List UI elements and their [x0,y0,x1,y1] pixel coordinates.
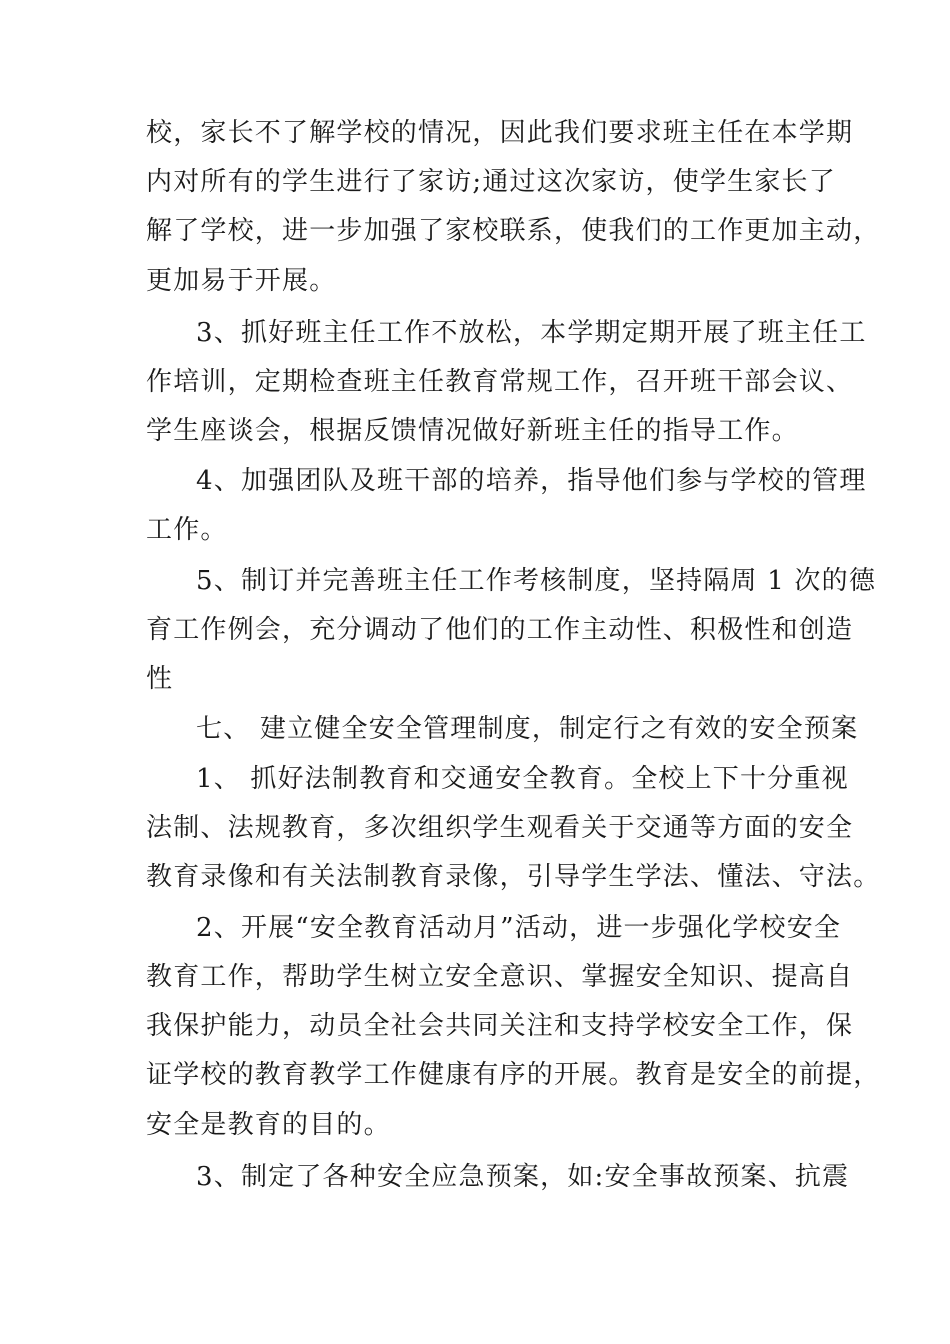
section-heading-7: 七、 建立健全安全管理制度，制定行之有效的安全预案 [196,714,859,744]
text-line: 育工作例会，充分调动了他们的工作主动性、积极性和创造 [146,615,854,645]
text-line: 工作。 [146,515,228,545]
text-line: 教育工作，帮助学生树立安全意识、掌握安全知识、提高自 [146,962,854,992]
text-line: 更加易于开展。 [146,266,337,296]
text-line: 解了学校，进一步加强了家校联系，使我们的工作更加主动， [146,216,881,246]
text-line: 证学校的教育教学工作健康有序的开展。教育是安全的前提， [146,1060,881,1090]
paragraph-5-line: 5、制订并完善班主任工作考核制度，坚持隔周 1 次的德 [196,566,877,596]
paragraph-2-line: 2、开展“安全教育活动月”活动，进一步强化学校安全 [196,913,842,943]
paragraph-1-line: 1、 抓好法制教育和交通安全教育。全校上下十分重视 [196,764,849,794]
text-line: 校，家长不了解学校的情况，因此我们要求班主任在本学期 [146,118,854,148]
text-line: 安全是教育的目的。 [146,1110,391,1140]
paragraph-3-line: 3、抓好班主任工作不放松，本学期定期开展了班主任工 [196,318,867,348]
text-line: 内对所有的学生进行了家访;通过这次家访，使学生家长了 [146,167,836,197]
text-line: 学生座谈会，根据反馈情况做好新班主任的指导工作。 [146,416,799,446]
text-line: 教育录像和有关法制教育录像，引导学生学法、懂法、守法。 [146,862,881,892]
text-line: 法制、法规教育，多次组织学生观看关于交通等方面的安全 [146,813,854,843]
text-line: 作培训，定期检查班主任教育常规工作，召开班干部会议、 [146,367,854,397]
text-line: 我保护能力，动员全社会共同关注和支持学校安全工作，保 [146,1011,854,1041]
paragraph-3b-line: 3、制定了各种安全应急预案，如:安全事故预案、抗震 [196,1162,850,1192]
paragraph-4-line: 4、加强团队及班干部的培养，指导他们参与学校的管理 [196,466,867,496]
text-line: 性 [146,664,174,694]
